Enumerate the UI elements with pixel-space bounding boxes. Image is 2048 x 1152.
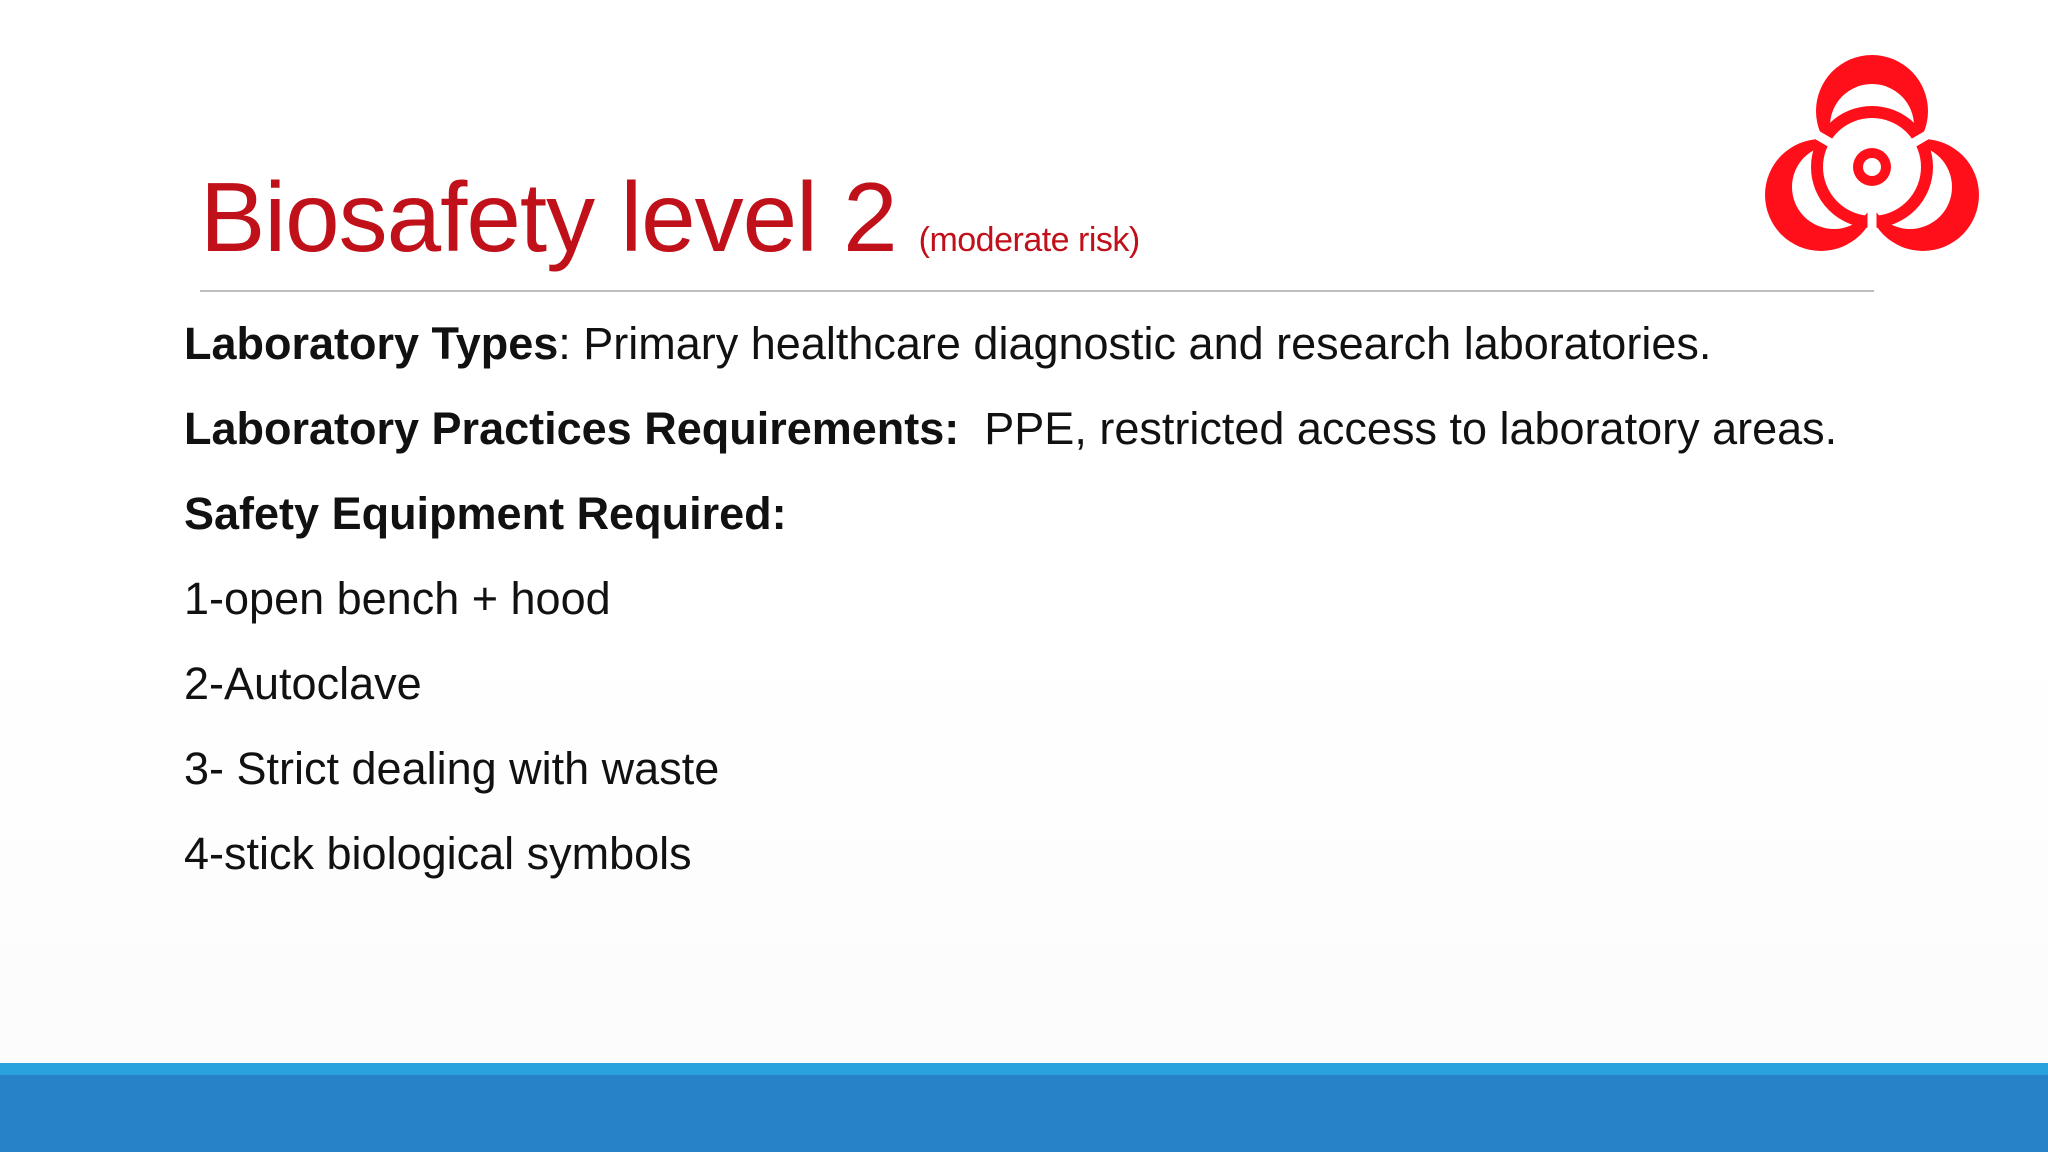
- practices-line: [184, 397, 2004, 482]
- slide-title: [200, 162, 1140, 288]
- equipment-item-2: 2-Autoclave: [184, 658, 422, 709]
- title-main: Biosafety level 2: [200, 162, 897, 272]
- equipment-heading: Safety Equipment Required:: [184, 488, 787, 539]
- lab-types-label: Laboratory Types: [184, 318, 559, 369]
- practices-text: PPE, restricted access to laboratory areas.: [984, 403, 1838, 454]
- title-divider: [200, 290, 1874, 292]
- equipment-item-1: 1-open bench + hood: [184, 573, 611, 624]
- slide-body: [184, 312, 2004, 907]
- equipment-item-4: 4-stick biological symbols: [184, 828, 692, 879]
- footer-band-light: [0, 1063, 2048, 1075]
- practices-label: Laboratory Practices Requirements:: [184, 403, 960, 454]
- equipment-item-3: 3- Strict dealing with waste: [184, 743, 720, 794]
- title-subtitle: (moderate risk): [918, 221, 1140, 259]
- footer-band-dark: [0, 1075, 2048, 1152]
- lab-types-text: : Primary healthcare diagnostic and research laboratories.: [558, 318, 1712, 369]
- biohazard-icon: [1762, 54, 1982, 264]
- lab-types-line: [184, 312, 2004, 397]
